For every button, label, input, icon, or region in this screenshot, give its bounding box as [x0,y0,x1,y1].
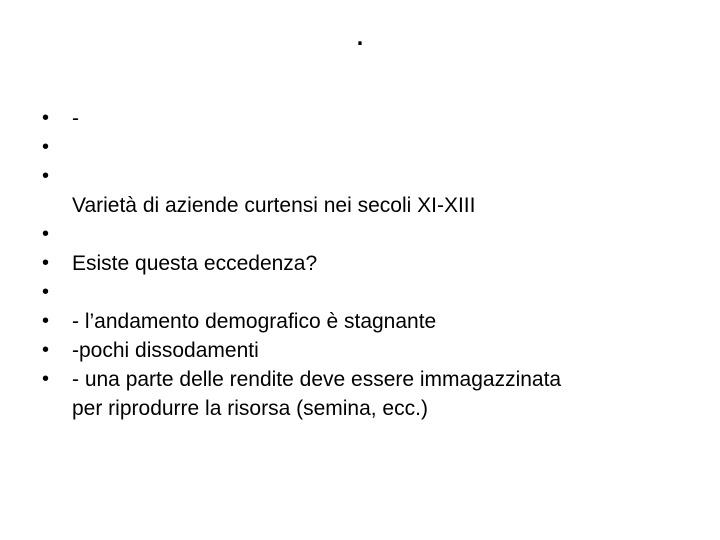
bullet-continuation [42,394,682,423]
bullet-icon: • [42,223,50,245]
bullet-text: - l’andamento demografico è stagnante [72,310,437,333]
bullet-icon: • [42,136,50,158]
bullet-text: Esiste questa eccedenza? [72,252,318,275]
bullet-item [42,336,682,365]
bullet-item [42,133,682,162]
bullet-text: - una parte delle rendite deve essere immagazzinata [72,368,562,391]
bullet-text: -pochi dissodamenti [72,339,259,362]
bullet-item [42,307,682,336]
bullet-item [42,249,682,278]
bullet-item [42,104,682,133]
bullet-icon: • [42,310,50,332]
bullet-icon: • [42,165,50,187]
bullet-item [42,220,682,249]
bullet-text: per riprodurre la risorsa (semina, ecc.) [72,397,428,420]
bullet-item [42,162,682,191]
bullet-continuation [42,191,682,220]
bullet-text: - [72,107,79,130]
bullet-icon: • [42,281,50,303]
slide-title: . [355,15,365,53]
bullet-icon: • [42,252,50,274]
bullet-icon: • [42,339,50,361]
bullet-text: Varietà di aziende curtensi nei secoli XI-XIII [72,194,476,217]
bullet-item [42,365,682,394]
bullet-list [42,104,682,423]
bullet-icon: • [42,368,50,390]
bullet-item [42,278,682,307]
bullet-icon: • [42,107,50,129]
